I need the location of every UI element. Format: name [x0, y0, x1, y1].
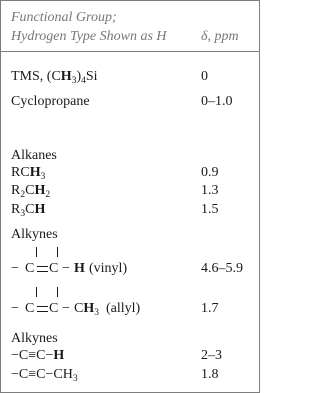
allyl-label: (allyl)	[106, 301, 141, 316]
row-rch3-group: $RCH_3$	[11, 165, 46, 182]
table-header	[1, 1, 259, 52]
section-alkanes: Alkanes	[11, 148, 57, 163]
row-alkyne-h-group: −C≡C−H	[11, 348, 65, 363]
row-tms-group: TMS, $(CH_3)_4Si$	[11, 69, 98, 86]
vinyl-c2: C	[49, 261, 59, 276]
allyl-c3: $CH_3$	[74, 301, 99, 318]
row-vinyl-shift: 4.6–5.9	[201, 261, 243, 276]
row-cyclopropane-shift: 0–1.0	[201, 94, 233, 109]
vinyl-c1: C	[25, 261, 35, 276]
row-cyclopropane-group: Cyclopropane	[11, 94, 90, 109]
row-tms-shift: 0	[201, 69, 208, 84]
row-alkyne-ch3-group: $-C\equiv C-CH_3$	[11, 367, 78, 384]
allyl-minus: −	[11, 301, 19, 316]
header-line-2: Hydrogen Type Shown as H	[11, 29, 167, 44]
vinyl-h: H	[74, 261, 85, 276]
row-rch3-shift: 0.9	[201, 165, 219, 180]
row-r3ch-group: $R_3CH$	[11, 202, 46, 219]
allyl-bond-up-2	[57, 287, 58, 297]
vinyl-bond-up-1	[36, 247, 37, 257]
row-allyl-shift: 1.7	[201, 301, 219, 316]
row-vinyl-group	[11, 247, 191, 281]
header-functional-group	[11, 8, 167, 46]
row-r2ch2-group: $R_2CH_2$	[11, 183, 51, 200]
section-alkynes-2: Alkynes	[11, 331, 58, 346]
vinyl-minus: −	[11, 261, 19, 276]
header-line-1: Functional Group;	[11, 10, 117, 25]
vinyl-label: (vinyl)	[89, 261, 128, 276]
row-allyl-group	[11, 287, 191, 321]
vinyl-bond-up-2	[57, 247, 58, 257]
allyl-bond-up-1	[36, 287, 37, 297]
section-alkynes-1: Alkynes	[11, 227, 58, 242]
row-r2ch2-shift: 1.3	[201, 183, 219, 198]
allyl-dash: −	[62, 301, 70, 316]
row-alkyne-h-shift: 2–3	[201, 348, 222, 363]
allyl-double-bond	[37, 306, 48, 312]
row-r3ch-shift: 1.5	[201, 202, 219, 217]
allyl-c1: C	[25, 301, 35, 316]
vinyl-double-bond	[37, 266, 48, 272]
vinyl-dash: −	[62, 261, 70, 276]
allyl-c2: C	[49, 301, 59, 316]
row-alkyne-ch3-shift: 1.8	[201, 367, 219, 382]
header-shift: δ, ppm	[201, 29, 239, 44]
